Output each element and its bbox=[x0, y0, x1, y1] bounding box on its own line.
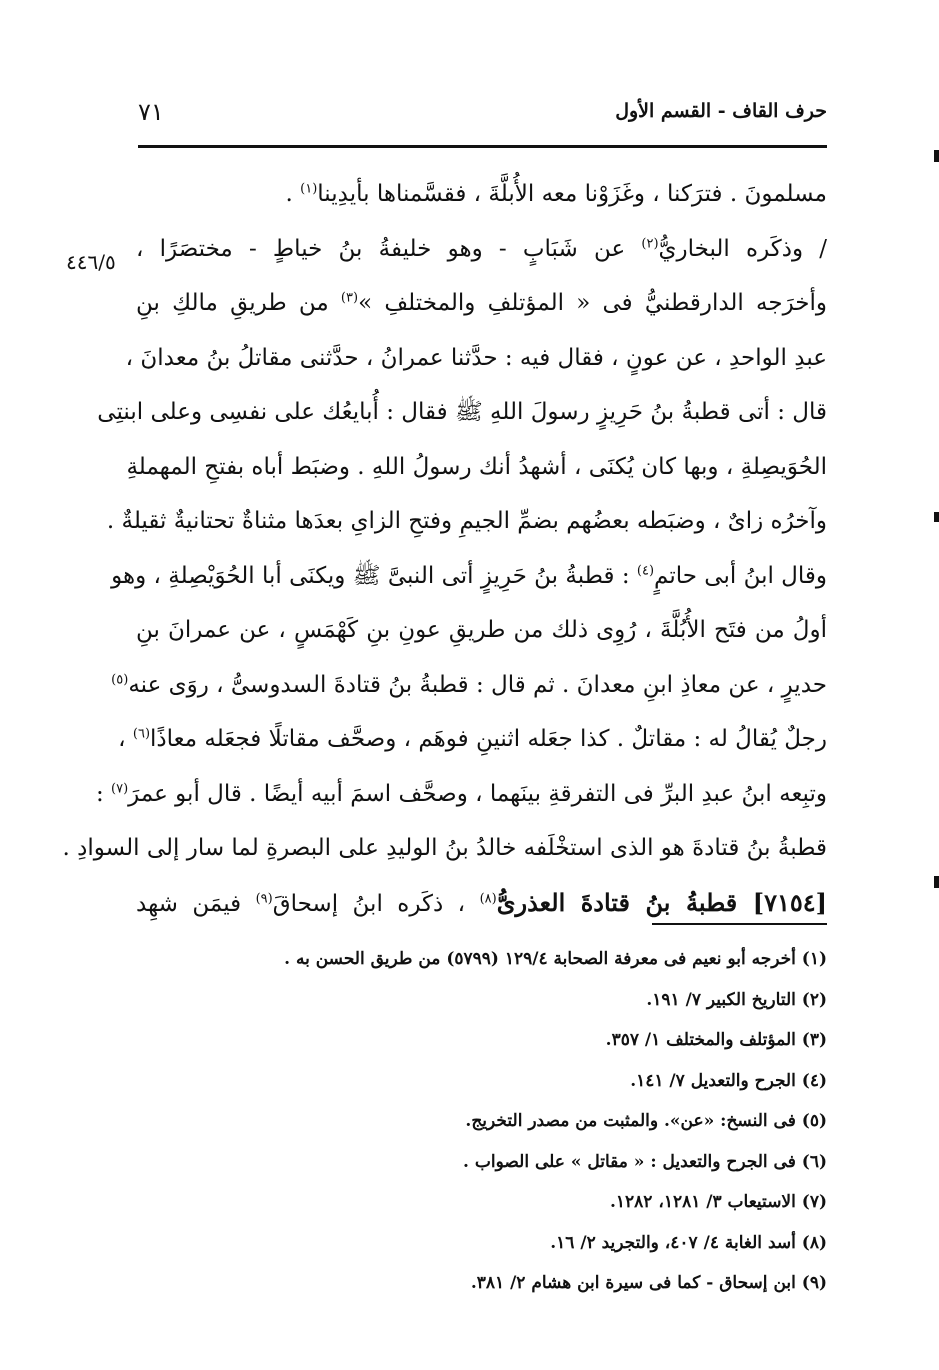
footnote-2: (٢) التاريخ الكبير ٧/ ١٩١. bbox=[646, 989, 827, 1010]
text-line-14: [٧١٥٤] قطبةُ بنُ قتادةَ العذرىُّ$^{(٨)}$ ، ذكَره ابنُ إسحاقَ$^{(٩)}$ فيمَن شهِد bbox=[136, 887, 827, 917]
scan-edge-mark bbox=[934, 512, 939, 522]
text-line-9: أولُ من فتَح الأُبُلَّةَ ، رُوِى ذلك من طريقِ عونِ بنِ كَهْمَسٍ ، عن عمرانَ بنِ bbox=[136, 617, 827, 643]
text-line-5: قال : أتى قطبةُ بنُ حَرِيزٍ رسولَ اللهِ ﷺ فقال : أُبايعُك على نفسِى وعلى ابنتِى bbox=[97, 399, 827, 425]
footnote-3: (٣) المؤتلف والمختلف ١/ ٣٥٧. bbox=[605, 1030, 827, 1050]
margin-reference: ٤٤٦/٥ bbox=[66, 250, 116, 274]
footnote-8: (٨) أسد الغابة ٤/ ٤٠٧، والتجريد ٢/ ١٦. bbox=[550, 1232, 827, 1253]
footnote-ref-1: (١) bbox=[300, 181, 318, 197]
footnote-ref-3: (٣) bbox=[340, 290, 359, 306]
text-line-4: عبدِ الواحدِ ، عن عونٍ ، فقال فيه : حدَّثنا عمرانُ ، حدَّثنى مقاتلُ بنُ معدانَ ، bbox=[125, 344, 827, 371]
footnote-6: (٦) فى الجرح والتعديل : « مقاتل » على الصواب . bbox=[463, 1151, 827, 1172]
header-title: حرف القاف - القسم الأول bbox=[615, 100, 827, 122]
text-line-7: وآخرُه زاىٌ ، وضبَطه بعضُهم بضمِّ الجيمِ وفتحِ الزاىِ بعدَها مثناةٌ تحتانيةٌ ثقيلةٌ . bbox=[106, 508, 827, 534]
footnote-ref-7: (٧) bbox=[111, 780, 129, 796]
scan-edge-mark bbox=[934, 150, 939, 162]
text-line-13: قطبةُ بنُ قتادةَ هو الذى استخْلَفه خالدُ بنُ الوليدِ على البصرةِ لما سار إلى السوادِ . bbox=[62, 835, 827, 861]
footnote-ref-4: (٤) bbox=[636, 562, 655, 578]
footnote-ref-2: (٢) bbox=[641, 235, 659, 251]
text-line-12: وتبِعه ابنُ عبدِ البرِّ فى التفرقةِ بينَهما ، وصحَّف اسمَ أبيه أيضًا . قال أبو عمرَ$^{(٧)}$ : bbox=[95, 780, 827, 807]
text-line-3: وأخرَجه الدارقطنيُّ فى « المؤتلفِ والمختلفِ »$^{(٣)}$ من طريقِ مالكِ بنِ bbox=[136, 290, 828, 316]
footnote-4: (٤) الجرح والتعديل ٧/ ١٤١. bbox=[630, 1070, 827, 1091]
footnotes bbox=[200, 940, 827, 1305]
page-number: ٧١ bbox=[138, 98, 164, 126]
running-header bbox=[138, 98, 827, 134]
text-line-11: رجلٌ يُقالُ له : مقاتلٌ . كذا جعَله اثنينِ فوهَم ، وصحَّف مقاتلًا فجعَله معاذًا$^{(٦)}$ ، bbox=[118, 726, 827, 752]
entry-heading: [٧١٥٤] قطبةُ بنُ قتادةَ العذرىُّ bbox=[496, 887, 827, 917]
header-rule bbox=[138, 145, 827, 148]
footnote-5: (٥) فى النسخ: «عن». والمثبت من مصدر التخريج. bbox=[465, 1111, 827, 1131]
text-line-2: / وذكَره البخاريُّ$^{(٢)}$ عن شَبَابٍ - وهو خليفةُ بنُ خياطٍ - مختصَرًا ، bbox=[136, 235, 827, 262]
text-line-6: الحُوَيصِلةِ ، وبها كان يُكنَى ، أشهدُ أنك رسولُ اللهِ . وضبَط أباه بفتحِ المهملةِ bbox=[126, 453, 827, 480]
footnote-ref-6: (٦) bbox=[132, 726, 151, 742]
footnote-7: (٧) الاستيعاب ٣/ ١٢٨١، ١٢٨٢. bbox=[609, 1192, 827, 1212]
footnote-ref-9: (٩) bbox=[255, 890, 273, 906]
footnote-ref-8: (٨) bbox=[479, 890, 497, 906]
footnote-9: (٩) ابن إسحاق - كما فى سيرة ابن هشام ٢/ ٣٨١. bbox=[470, 1273, 827, 1293]
footnote-rule bbox=[652, 923, 827, 925]
footnote-1: (١) أخرجه أبو نعيم فى معرفة الصحابة ١٢٩/٤ (٥٧٩٩) من طريق الحسن به . bbox=[284, 949, 827, 969]
text-line-8: وقال ابنُ أبى حاتمٍ$^{(٤)}$ : قطبةُ بنُ حَرِيزٍ أتى النبىَّ ﷺ ويكنَى أبا الحُوَيْصِلةِ ، وهو bbox=[111, 562, 827, 589]
text-line-10: حديرٍ ، عن معاذِ ابنِ معدانَ . ثم قال : قطبةُ بنُ قتادةَ السدوسىُّ ، روَى عنه$^{(٥)}$ bbox=[111, 671, 827, 698]
footnote-ref-5: (٥) bbox=[111, 671, 129, 687]
scan-edge-mark bbox=[934, 876, 939, 888]
text-line-1: مسلمونَ . فترَكنا ، وغَزَوْنا معه الأُبلَّةَ ، فقسَّمناها بأيدِينا$^{(١)}$ . bbox=[285, 181, 827, 207]
